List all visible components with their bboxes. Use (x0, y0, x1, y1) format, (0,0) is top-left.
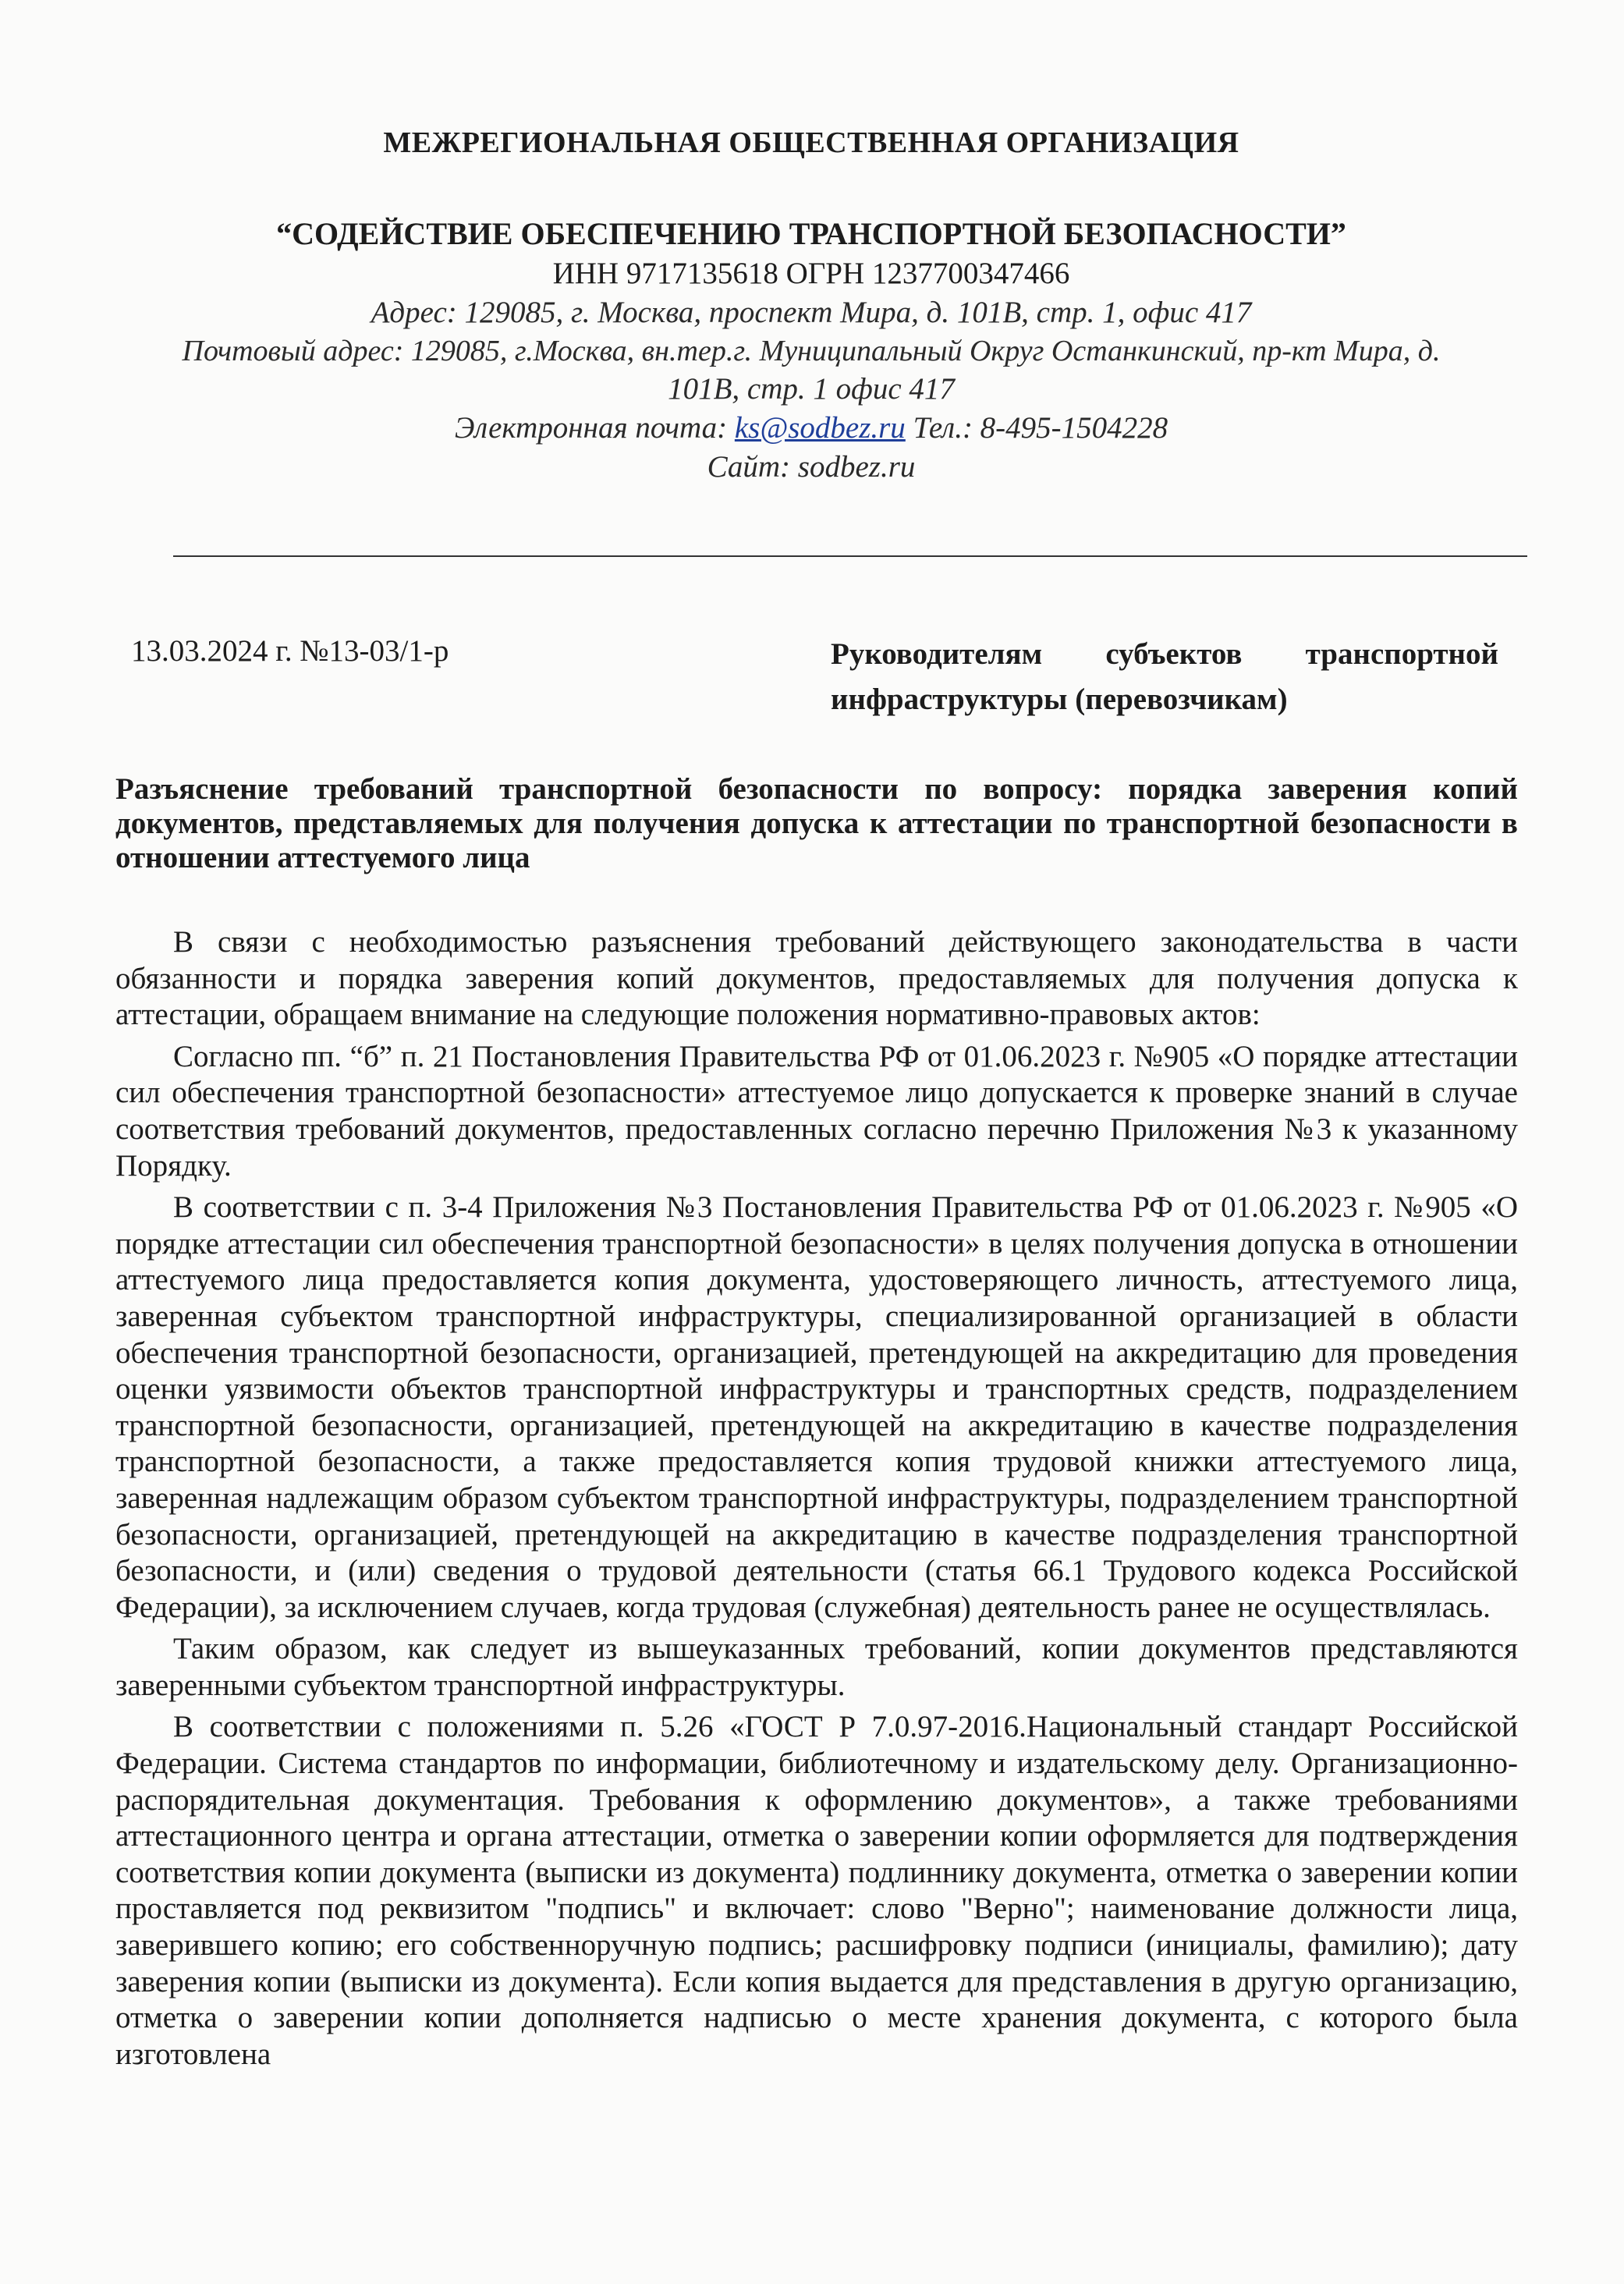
contacts-line (94, 409, 1529, 448)
paragraph: В соответствии с положениями п. 5.26 «ГОСТ Р 7.0.97-2016.Национальный стандарт Российской Федерации. Система стандартов по информации, библиотечному и издательскому делу. Организационно-распорядительная документация. Требования к оформлению документов», а также требованиями аттестационного центра и органа аттестации, отметка о заверении копии оформляется для подтверждения соответствия копии документа (выписки из документа) подлиннику документа, отметка о заверении копии проставляется под реквизитом "подпись" и включает: слово "Верно"; наименование должности лица, заверившего копию; его собственноручную подпись; расшифровку подписи (инициалы, фамилию); дату заверения копии (выписки из документа). Если копия выдается для представления в другую организацию, отметка о заверении копии дополняется надписью о месте хранения документа, с которого была изготовлена (115, 1710, 1518, 2071)
paragraph: Таким образом, как следует из вышеуказанных требований, копии документов представляются заверенными субъектом транспортной инфраструктуры. (115, 1632, 1518, 1702)
header-divider (173, 555, 1527, 557)
legal-address: Адрес: 129085, г. Москва, проспект Мира, д. 101В, стр. 1, офис 417 (371, 296, 1252, 329)
paragraph: В соответствии с п. 3-4 Приложения №3 Постановления Правительства РФ от 01.06.2023 г. №905 «О порядке аттестации сил обеспечения транспортной безопасности» в целях получения допуска в отношении аттестуемого лица предоставляется копия документа, удостоверяющего личность, аттестуемого лица, заверенная субъектом транспортной инфраструктуры, специализированной организацией в области обеспечения транспортной безопасности, организацией, претендующей на аккредитацию для проведения оценки уязвимости объектов транспортной инфраструктуры и транспортных средств, подразделением транспортной безопасности, организацией, претендующей на аккредитацию в качестве подразделения транспортной безопасности, а также предоставляется копия трудовой книжки аттестуемого лица, заверенная надлежащим образом субъектом транспортной инфраструктуры, подразделением транспортной безопасности, организацией, претендующей на аккредитацию в качестве подразделения транспортной безопасности, и (или) сведения о трудовой деятельности (статья 66.1 Трудового кодекса Российской Федерации), за исключением случаев, когда трудовая (служебная) деятельность ранее не осуществлялась. (115, 1190, 1518, 1624)
letter-body (115, 924, 1518, 2078)
letter-subject: Разъяснение требований транспортной безопасности по вопросу: порядка заверения копий документов, представляемых для получения допуска к аттестации по транспортной безопасности в отношении аттестуемого лица (115, 772, 1518, 874)
org-type: МЕЖРЕГИОНАЛЬНАЯ ОБЩЕСТВЕННАЯ ОРГАНИЗАЦИЯ (383, 126, 1239, 159)
paragraph: Согласно пп. “б” п. 21 Постановления Правительства РФ от 01.06.2023 г. №905 «О порядке аттестации сил обеспечения транспортной безопасности» аттестуемое лицо допускается к проверке знаний в случае соответствия требований документов, предоставленных согласно перечню Приложения №3 к указанному Порядку. (115, 1039, 1518, 1183)
postal-address-line2: 101В, стр. 1 офис 417 (668, 372, 955, 406)
website-text: Сайт: sodbez.ru (707, 450, 916, 484)
phone-text: Тел.: 8-495-1504228 (913, 411, 1168, 445)
postal-address-line1: Почтовый адрес: 129085, г.Москва, вн.тер.г. Муниципальный Округ Останкинский, пр-кт Мира, д. (182, 335, 1441, 367)
paragraph: В связи с необходимостью разъяснения требований действующего законодательства в части обязанности и порядка заверения копий документов, предоставляемых для получения допуска к аттестации, обращаем внимание на следующие положения нормативно-правовых актов: (115, 925, 1518, 1032)
org-name: “СОДЕЙСТВИЕ ОБЕСПЕЧЕНИЮ ТРАНСПОРТНОЙ БЕЗОПАСНОСТИ” (276, 216, 1346, 251)
email-label: Электронная почта: (454, 411, 728, 445)
registration-numbers: ИНН 9717135618 ОГРН 1237700347466 (552, 257, 1070, 290)
email-link[interactable]: ks@sodbez.ru (734, 411, 906, 445)
letter-date-number: 13.03.2024 г. №13-03/1-р (131, 634, 449, 668)
addressee: Руководителям субъектов транспортной инфраструктуры (перевозчикам) (831, 637, 1498, 716)
